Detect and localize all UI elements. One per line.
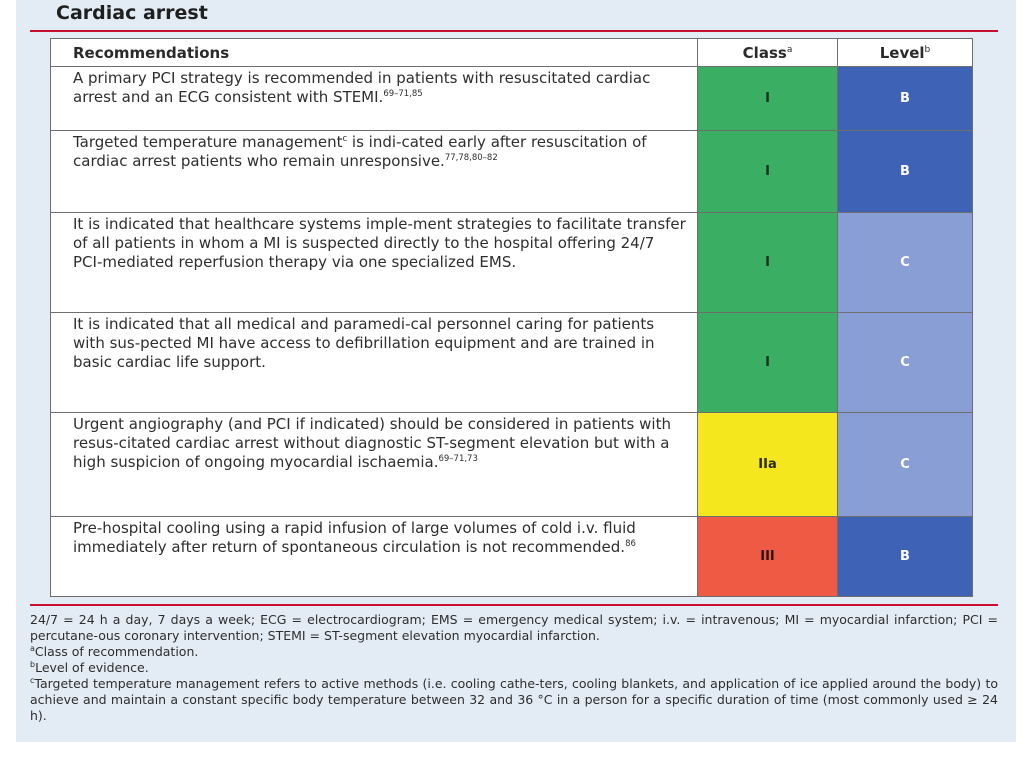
recommendations-table bbox=[50, 38, 973, 597]
title-divider bbox=[30, 30, 998, 32]
level-badge: C bbox=[838, 213, 973, 313]
level-badge: B bbox=[838, 67, 973, 131]
footnote-c: $^c$Targeted temperature management refers to active methods (i.e. cooling cathe-ters, cooling blankets, and application of ice applied around the body) to achieve and maintain a constant specific body temperature between 32 and 36 °C in a person for a specific duration of time (most commonly used ≥ 24 h). bbox=[30, 675, 998, 723]
table-row bbox=[51, 67, 973, 131]
class-badge: I bbox=[698, 67, 838, 131]
recommendation-text: Targeted temperature management$^c$ is indi-cated early after resuscitation of cardiac arrest patients who remain unresponsive.$^{77,78,80-82}$ bbox=[51, 131, 698, 213]
class-badge: I bbox=[698, 313, 838, 413]
level-badge: C bbox=[838, 413, 973, 517]
header-level: Level$^b$ bbox=[838, 39, 973, 67]
header-class: Class$^a$ bbox=[698, 39, 838, 67]
class-badge: I bbox=[698, 131, 838, 213]
recommendation-text: Urgent angiography (and PCI if indicated) should be considered in patients with resus-citated cardiac arrest without diagnostic ST-segment elevation but with a high suspicion of ongoing myocardial ischaemia.$^{69-71,73}$ bbox=[51, 413, 698, 517]
footnote-b: $^b$Level of evidence. bbox=[30, 659, 149, 675]
recommendation-text: It is indicated that all medical and paramedi-cal personnel caring for patients with sus-pected MI have access to defibrillation equipment and are trained in basic cardiac life support. bbox=[51, 313, 698, 413]
level-badge: B bbox=[838, 517, 973, 597]
table-footnotes bbox=[30, 604, 998, 724]
section-title: Cardiac arrest bbox=[56, 2, 208, 24]
table-row bbox=[51, 517, 973, 597]
level-badge: B bbox=[838, 131, 973, 213]
recommendation-text: A primary PCI strategy is recommended in patients with resuscitated cardiac arrest and an ECG consistent with STEMI.$^{69-71,85}$ bbox=[51, 67, 698, 131]
recommendation-text: Pre-hospital cooling using a rapid infusion of large volumes of cold i.v. fluid immediately after return of spontaneous circulation is not recommended.$^{86}$ bbox=[51, 517, 698, 597]
table-row bbox=[51, 313, 973, 413]
abbreviations-note: 24/7 = 24 h a day, 7 days a week; ECG = electrocardiogram; EMS = emergency medical system; i.v. = intravenous; MI = myocardial infarction; PCI = percutane-ous coronary intervention; STEMI = ST-segment elevation myocardial infarction. bbox=[30, 612, 998, 643]
class-badge: I bbox=[698, 213, 838, 313]
header-recommendations: Recommendations bbox=[51, 39, 698, 67]
level-badge: C bbox=[838, 313, 973, 413]
class-badge: III bbox=[698, 517, 838, 597]
class-badge: IIa bbox=[698, 413, 838, 517]
footnote-a: $^a$Class of recommendation. bbox=[30, 643, 199, 659]
recommendation-text: It is indicated that healthcare systems imple-ment strategies to facilitate transfer of all patients in whom a MI is suspected directly to the hospital offering 24/7 PCI-mediated reperfusion therapy via one specialized EMS. bbox=[51, 213, 698, 313]
table-row bbox=[51, 213, 973, 313]
table-row bbox=[51, 131, 973, 213]
table-header-row bbox=[51, 39, 973, 67]
table-row bbox=[51, 413, 973, 517]
